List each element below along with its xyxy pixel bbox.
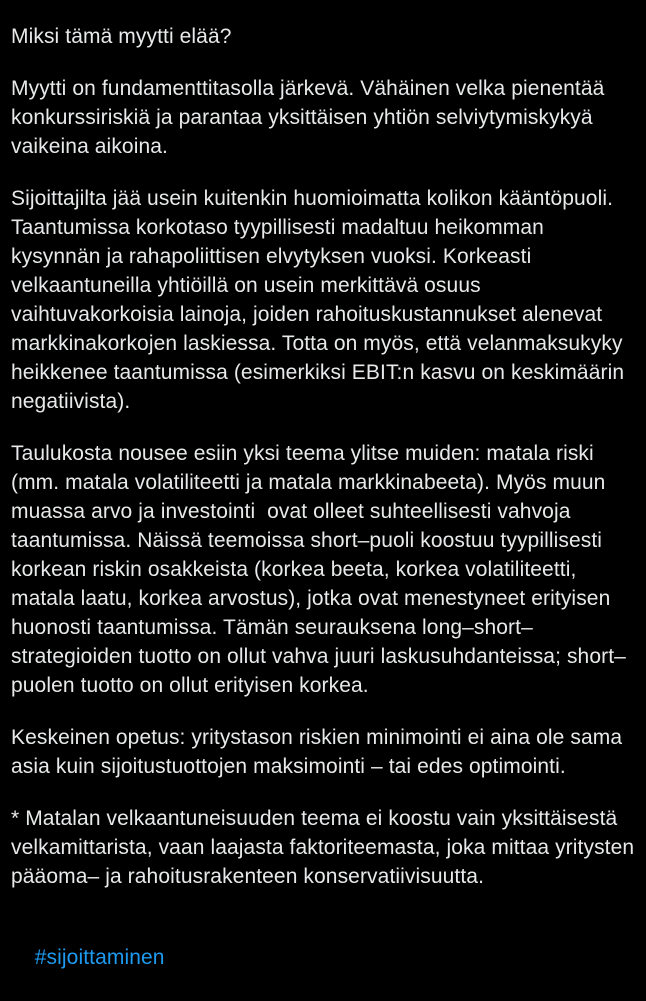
hashtag-line	[11, 914, 638, 1001]
post-paragraph: Taulukosta nousee esiin yksi teema ylitse muiden: matala riski (mm. matala volatiliteetti ja matala markkinabeeta). Myös muun muassa arvo ja investointi ovat olleet suhteellisesti vahvoja taantumissa. Näissä teemoissa short–puoli koostuu tyypillisesti korkean riskin osakkeista (korkea beeta, korkea volatiliteetti, matala laatu, korkea arvostus), jotka ovat menestyneet erityisen huonosti taantumissa. Tämän seurauksena long–short–strategioiden tuotto on ollut vahva juuri laskusuhdanteissa; short–puolen tuotto on ollut erityisen korkea.	[11, 442, 626, 697]
post-paragraph: Myytti on fundamenttitasolla järkevä. Vähäinen velka pienentää konkurssiriskiä ja parantaa yksittäisen yhtiön selviytymiskykyä vaikeina aikoina.	[11, 77, 611, 158]
hashtag-sijoittaminen-link[interactable]: #sijoittaminen	[34, 946, 165, 969]
post-paragraph: Sijoittajilta jää usein kuitenkin huomioimatta kolikon kääntöpuoli. Taantumissa korkotaso tyypillisesti madaltuu heikomman kysynnän ja rahapoliittisen elvytyksen vuoksi. Korkeasti velkaantuneilla yhtiöillä on usein merkittävä osuus vaihtuvakorkoisia lainoja, joiden rahoituskustannukset alenevat markkinakorkojen laskiessa. Totta on myös, että velanmaksukyky heikkenee taantumissa (esimerkiksi EBIT:n kasvu on keskimäärin negatiivista).	[11, 187, 631, 413]
post-paragraph: Keskeinen opetus: yritystason riskien minimointi ei aina ole sama asia kuin sijoitustuottojen maksimointi – tai edes optimointi.	[11, 726, 629, 778]
post-heading-question: Miksi tämä myytti elää?	[11, 25, 232, 48]
post-footnote-paragraph: * Matalan velkaantuneisuuden teema ei koostu vain yksittäisestä velkamittarista, vaan laajasta faktoriteemasta, joka mittaa yritysten pääoma– ja rahoitusrakenteen konservatiivisuutta.	[11, 807, 641, 888]
